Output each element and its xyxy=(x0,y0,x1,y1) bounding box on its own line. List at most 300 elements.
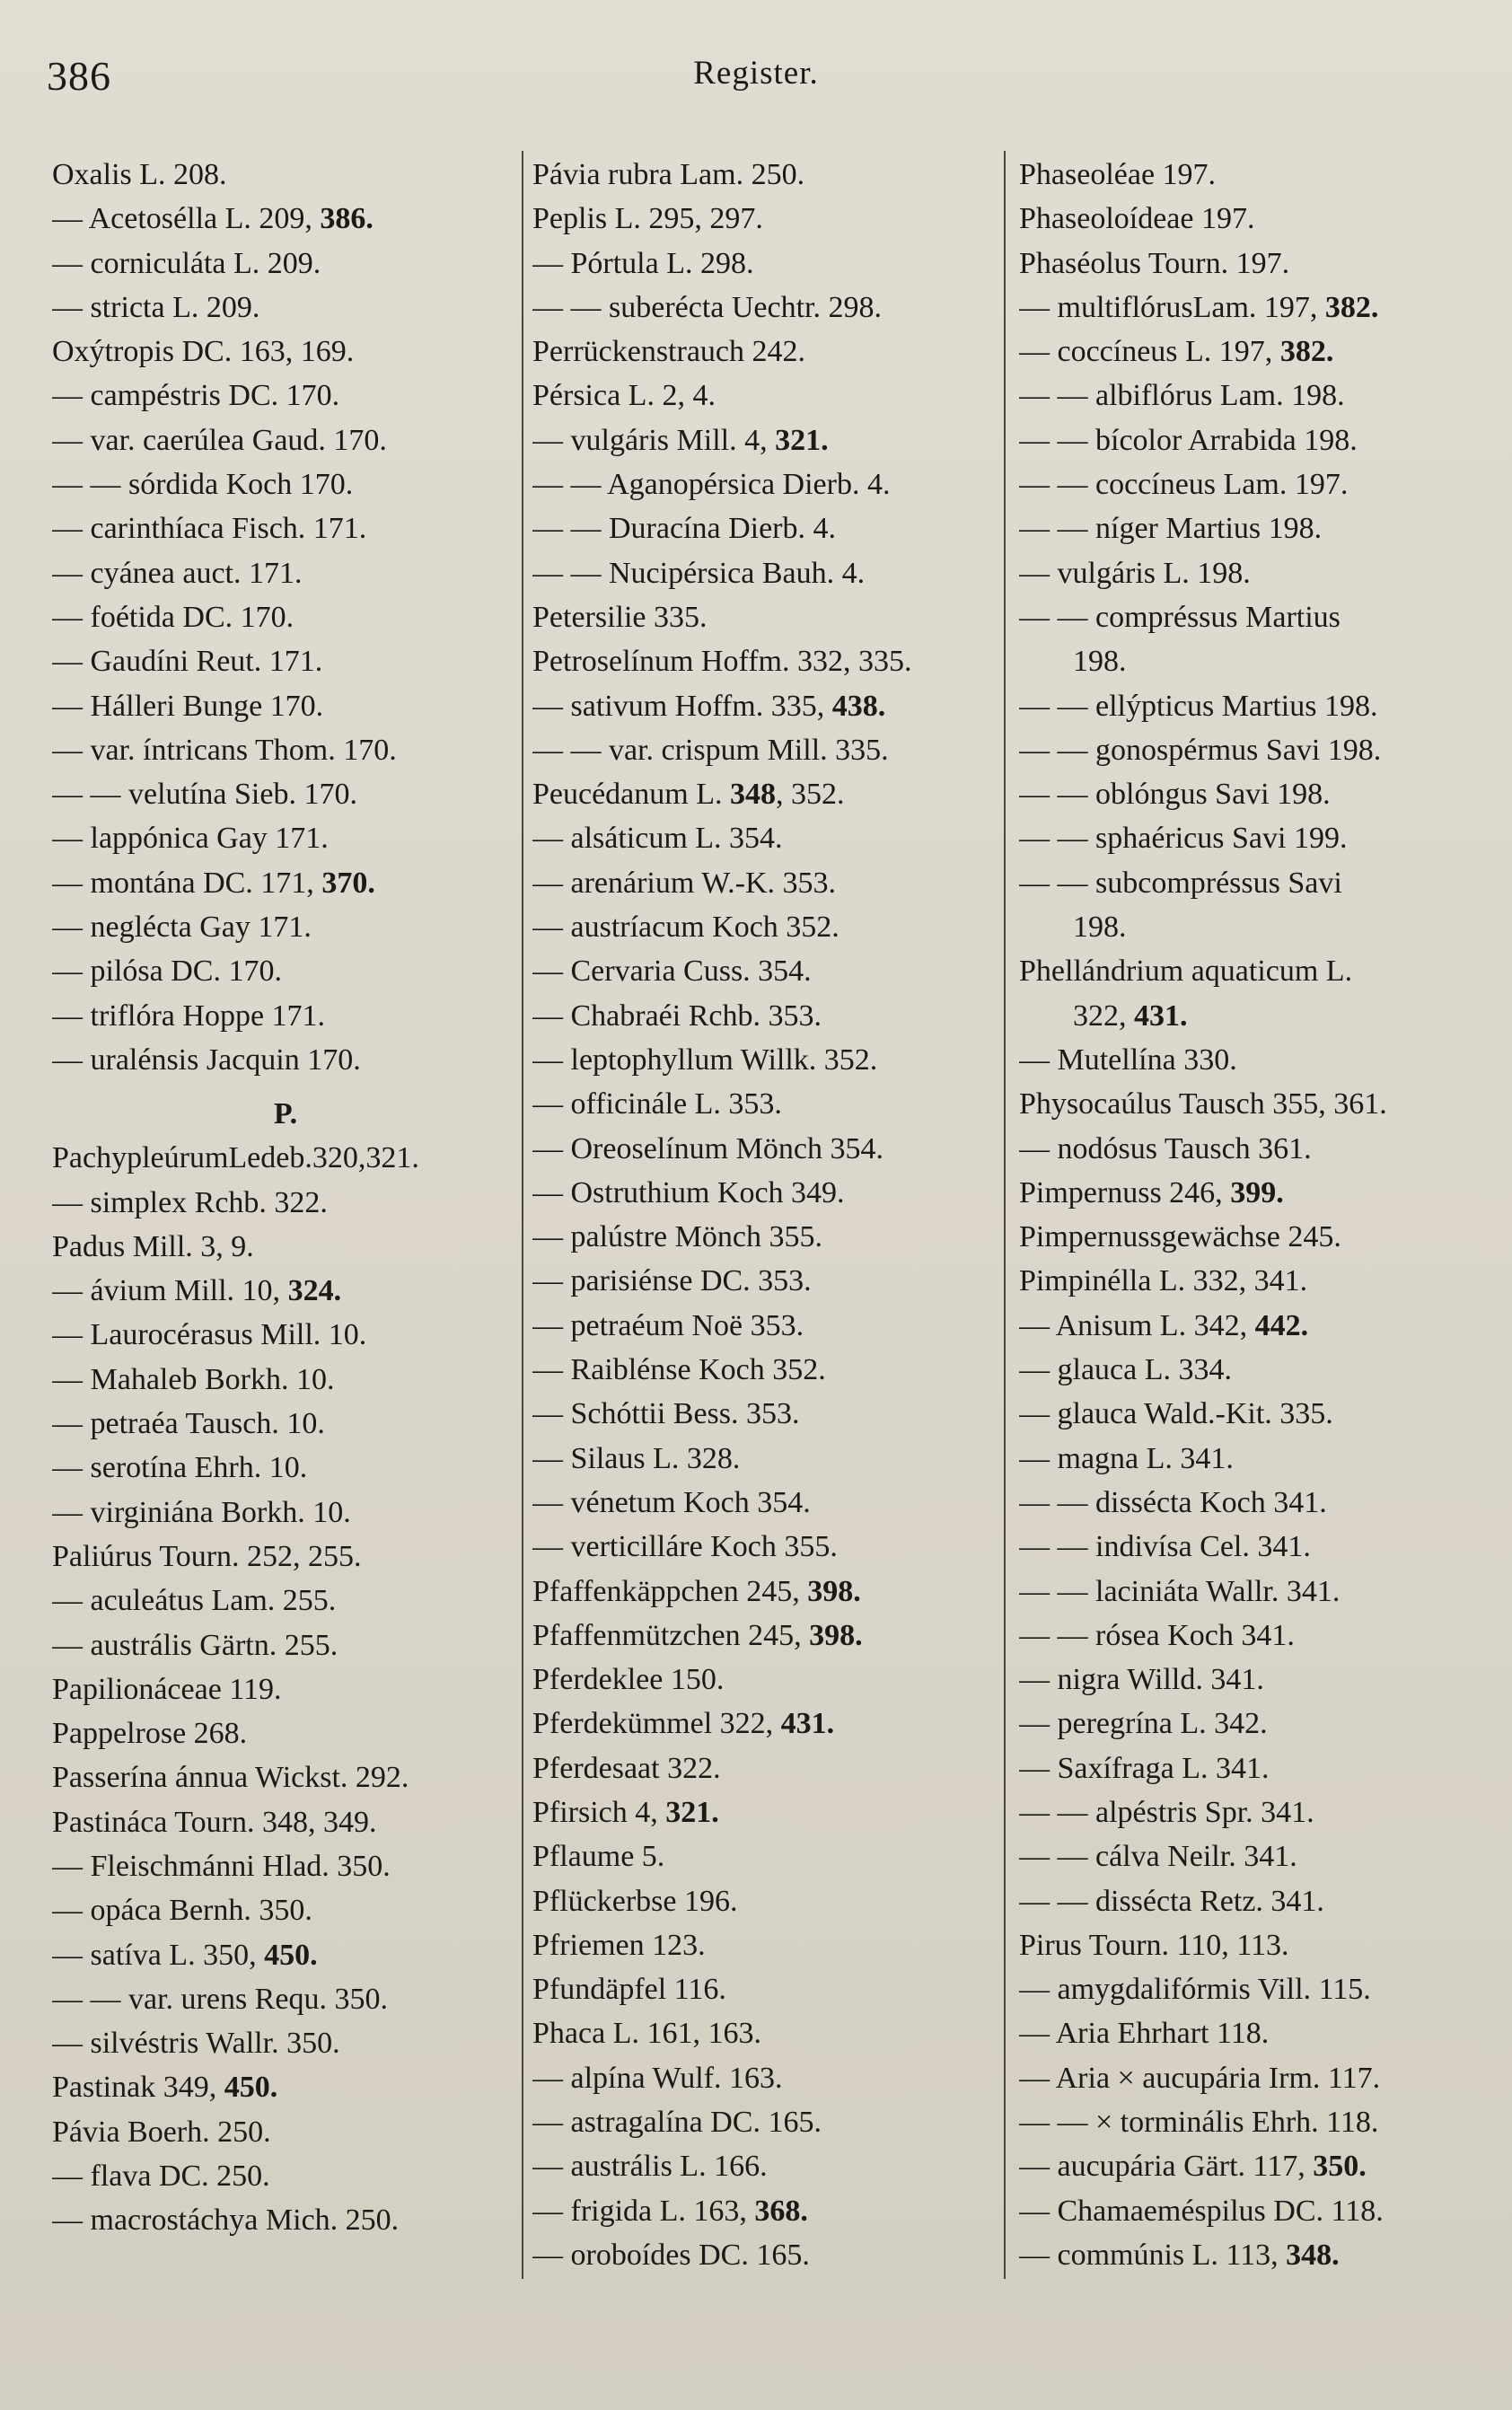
entry-text: — leptophyllum Willk. 352. xyxy=(532,1042,878,1077)
bold-page-ref: 348. xyxy=(1286,2238,1340,2272)
entry-text: — commúnis L. 113, xyxy=(1019,2238,1287,2272)
entry-text: — corniculáta L. 209. xyxy=(52,246,321,280)
entry-text: Pávia Boerh. 250. xyxy=(52,2115,271,2149)
entry-text: — peregrína L. 342. xyxy=(1019,1707,1268,1741)
bold-page-ref: 321. xyxy=(775,423,829,457)
bold-page-ref: 450. xyxy=(264,1938,318,1972)
index-entry xyxy=(532,1525,999,1569)
index-entry xyxy=(1019,462,1495,506)
index-entry xyxy=(1019,1879,1495,1923)
index-entry xyxy=(52,1933,519,1977)
index-entry xyxy=(532,2189,999,2233)
entry-text: — montána DC. 171, xyxy=(52,866,322,900)
index-entry xyxy=(52,1888,519,1932)
index-entry xyxy=(532,1790,999,1834)
entry-text: — magna L. 341. xyxy=(1019,1441,1234,1475)
entry-text: Pfundäpfel 116. xyxy=(532,1973,726,2007)
index-entry xyxy=(1019,1215,1495,1259)
index-entry xyxy=(532,242,999,286)
index-entry xyxy=(52,462,519,506)
entry-text: 322, xyxy=(1073,998,1134,1033)
entry-text: — lappónica Gay 171. xyxy=(52,822,329,856)
entry-text: — — suberécta Uechtr. 298. xyxy=(532,290,882,324)
index-entry xyxy=(52,949,519,993)
index-entry xyxy=(532,374,999,418)
entry-text: — coccíneus L. 197, xyxy=(1019,335,1280,369)
index-entry xyxy=(52,1711,519,1755)
index-entry xyxy=(532,1038,999,1082)
index-entry xyxy=(532,197,999,241)
index-entry xyxy=(1019,1834,1495,1878)
bold-page-ref: 324. xyxy=(287,1274,342,1308)
entry-text: — — dissécta Retz. 341. xyxy=(1019,1884,1324,1918)
entry-text: — sativum Hoffm. 335, xyxy=(532,689,832,723)
index-entry xyxy=(52,1844,519,1888)
entry-text: Oxýtropis DC. 163, 169. xyxy=(52,335,355,369)
entry-text: Phaseoléae 197. xyxy=(1019,158,1217,191)
index-entry xyxy=(532,684,999,728)
bold-page-ref: 442. xyxy=(1254,1308,1309,1342)
entry-text: — Raiblénse Koch 352. xyxy=(532,1353,826,1387)
entry-text: — pilósa DC. 170. xyxy=(52,954,282,989)
index-entry xyxy=(532,1570,999,1614)
bold-page-ref: 368. xyxy=(754,2194,808,2228)
entry-text: Passerína ánnua Wickst. 292. xyxy=(52,1761,409,1795)
index-entry xyxy=(52,551,519,595)
entry-text: — triflóra Hoppe 171. xyxy=(52,998,326,1033)
entry-text: — neglécta Gay 171. xyxy=(52,910,312,945)
index-entry xyxy=(52,1535,519,1579)
entry-text: — — oblóngus Savi 198. xyxy=(1019,778,1331,812)
index-entry xyxy=(1019,1392,1495,1436)
bold-page-ref: 431. xyxy=(780,1707,835,1741)
index-entry xyxy=(1019,994,1495,1038)
index-entry xyxy=(532,462,999,506)
entry-text: Pflückerbse 196. xyxy=(532,1884,738,1918)
entry-text: — nigra Willd. 341. xyxy=(1019,1663,1264,1697)
entry-text: Pfaffenmützchen 245, xyxy=(532,1618,810,1652)
entry-text: — Mahaleb Borkh. 10. xyxy=(52,1362,335,1396)
entry-text: — — velutína Sieb. 170. xyxy=(52,778,357,812)
bold-page-ref: 398. xyxy=(807,1574,861,1608)
index-entry xyxy=(532,994,999,1038)
entry-text: Perrückenstrauch 242. xyxy=(532,335,806,369)
entry-text: Papilionáceae 119. xyxy=(52,1672,282,1706)
entry-text: — — Nucipérsica Bauh. 4. xyxy=(532,556,866,590)
index-entry xyxy=(532,506,999,550)
index-column-right xyxy=(1019,153,1495,2290)
index-entry xyxy=(52,728,519,772)
column-divider-right xyxy=(1004,151,1006,2279)
entry-text: — opáca Bernh. 350. xyxy=(52,1894,312,1928)
index-entry xyxy=(52,772,519,816)
index-entry xyxy=(1019,2100,1495,2144)
entry-text: 198. xyxy=(1073,645,1127,679)
index-entry xyxy=(532,595,999,639)
index-entry xyxy=(532,330,999,374)
entry-text: — Fleischmánni Hlad. 350. xyxy=(52,1849,391,1883)
entry-text: — — bícolor Arrabida 198. xyxy=(1019,423,1358,457)
index-entry xyxy=(1019,1171,1495,1215)
entry-text: Phaséolus Tourn. 197. xyxy=(1019,246,1290,280)
entry-text: Petersilie 335. xyxy=(532,600,708,634)
index-entry xyxy=(532,861,999,905)
entry-text: Pimpernussgewächse 245. xyxy=(1019,1220,1341,1254)
index-entry xyxy=(52,242,519,286)
index-entry xyxy=(1019,2144,1495,2188)
entry-text: — ávium Mill. 10, xyxy=(52,1274,288,1308)
entry-text: — serotína Ehrh. 10. xyxy=(52,1451,308,1485)
index-entry xyxy=(1019,197,1495,241)
entry-text: — silvéstris Wallr. 350. xyxy=(52,2027,340,2061)
entry-text: — Oreoselínum Mönch 354. xyxy=(532,1131,883,1165)
entry-text: PachypleúrumLedeb.320,321. xyxy=(52,1141,419,1175)
index-entry xyxy=(532,816,999,860)
entry-text: Pfriemen 123. xyxy=(532,1928,706,1962)
bold-page-ref: 431. xyxy=(1134,998,1188,1033)
index-entry xyxy=(1019,1967,1495,2011)
entry-text: Physocaúlus Tausch 355, 361. xyxy=(1019,1087,1387,1121)
entry-text: — — alpéstris Spr. 341. xyxy=(1019,1795,1314,1829)
index-entry xyxy=(1019,1437,1495,1481)
index-entry xyxy=(1019,816,1495,860)
index-entry xyxy=(52,2021,519,2065)
entry-text: — — coccíneus Lam. 197. xyxy=(1019,468,1349,502)
index-entry xyxy=(1019,1304,1495,1348)
entry-text: — verticilláre Koch 355. xyxy=(532,1530,838,1564)
bold-page-ref: 450. xyxy=(224,2071,278,2105)
entry-text: Padus Mill. 3, 9. xyxy=(52,1229,254,1263)
entry-text: — aucupária Gärt. 117, xyxy=(1019,2150,1314,2184)
bold-page-ref: 398. xyxy=(809,1618,863,1652)
entry-text: — austrális Gärtn. 255. xyxy=(52,1628,338,1662)
index-entry xyxy=(1019,728,1495,772)
entry-text: Pimpernuss 246, xyxy=(1019,1175,1231,1209)
index-entry xyxy=(532,2233,999,2277)
index-entry xyxy=(52,1446,519,1490)
entry-text: Peplis L. 295, 297. xyxy=(532,202,763,236)
index-column-left xyxy=(52,153,519,2290)
entry-text: — foétida DC. 170. xyxy=(52,600,294,634)
entry-text: — Aria Ehrhart 118. xyxy=(1019,2017,1270,2051)
index-entry xyxy=(1019,506,1495,550)
index-entry xyxy=(532,772,999,816)
entry-text: — Chabraéi Rchb. 353. xyxy=(532,998,822,1033)
index-entry xyxy=(52,861,519,905)
entry-text: — carinthíaca Fisch. 171. xyxy=(52,512,367,546)
entry-text: — petraéum Noë 353. xyxy=(532,1308,804,1342)
bold-page-ref: 382. xyxy=(1279,335,1334,369)
entry-text: — Hálleri Bunge 170. xyxy=(52,689,324,723)
index-entry xyxy=(1019,1259,1495,1303)
entry-text: — flava DC. 250. xyxy=(52,2159,270,2194)
entry-text-tail: , 352. xyxy=(776,778,845,812)
index-entry xyxy=(532,1259,999,1303)
index-entry xyxy=(532,1481,999,1525)
entry-text: — oroboídes DC. 165. xyxy=(532,2238,810,2272)
index-entry xyxy=(1019,1570,1495,1614)
entry-text: — — dissécta Koch 341. xyxy=(1019,1485,1327,1519)
entry-text: Oxalis L. 208. xyxy=(52,158,227,191)
index-entry xyxy=(1019,905,1495,949)
index-entry xyxy=(532,551,999,595)
entry-text: — virginiána Borkh. 10. xyxy=(52,1495,351,1529)
entry-text: — — sphaéricus Savi 199. xyxy=(1019,822,1348,856)
entry-text: — stricta L. 209. xyxy=(52,290,260,324)
entry-text: Pimpinélla L. 332, 341. xyxy=(1019,1264,1308,1298)
index-entry xyxy=(1019,595,1495,639)
index-entry xyxy=(52,2198,519,2242)
index-entry xyxy=(1019,2056,1495,2100)
entry-text: — — sórdida Koch 170. xyxy=(52,468,354,502)
entry-text: — vulgáris Mill. 4, xyxy=(532,423,776,457)
index-entry xyxy=(532,1967,999,2011)
entry-text: — satíva L. 350, xyxy=(52,1938,265,1972)
index-entry xyxy=(52,684,519,728)
running-head: Register. xyxy=(693,55,819,92)
index-entry xyxy=(532,1304,999,1348)
index-entry xyxy=(1019,1082,1495,1126)
entry-text: — — compréssus Martius xyxy=(1019,600,1341,634)
entry-text: Pávia rubra Lam. 250. xyxy=(532,158,805,191)
index-entry xyxy=(1019,1790,1495,1834)
index-entry xyxy=(532,1215,999,1259)
index-entry xyxy=(52,994,519,1038)
entry-text: — alpína Wulf. 163. xyxy=(532,2061,783,2095)
index-entry xyxy=(1019,551,1495,595)
entry-text: — cyánea auct. 171. xyxy=(52,556,303,590)
bold-page-ref: 382. xyxy=(1324,290,1379,324)
entry-text: — — × torminális Ehrh. 118. xyxy=(1019,2106,1379,2140)
index-entry xyxy=(532,1392,999,1436)
entry-text: Petroselínum Hoffm. 332, 335. xyxy=(532,645,912,679)
entry-text: — Acetosélla L. 209, xyxy=(52,202,321,236)
index-entry xyxy=(52,153,519,197)
index-entry xyxy=(52,1136,519,1180)
index-entry xyxy=(1019,418,1495,462)
index-entry xyxy=(532,2056,999,2100)
entry-text: — — gonospérmus Savi 198. xyxy=(1019,733,1382,767)
entry-text: — — rósea Koch 341. xyxy=(1019,1618,1295,1652)
entry-text: — — var. crispum Mill. 335. xyxy=(532,733,889,767)
entry-text: — arenárium W.-K. 353. xyxy=(532,866,837,900)
index-entry xyxy=(1019,1614,1495,1658)
entry-text: — vulgáris L. 198. xyxy=(1019,556,1251,590)
bold-page-ref: 399. xyxy=(1230,1175,1284,1209)
entry-text: Phellándrium aquaticum L. xyxy=(1019,954,1353,989)
entry-text: — — Duracína Dierb. 4. xyxy=(532,512,837,546)
entry-text: — campéstris DC. 170. xyxy=(52,379,340,413)
index-entry xyxy=(52,1755,519,1799)
entry-text: — austrális L. 166. xyxy=(532,2150,768,2184)
index-entry xyxy=(52,1800,519,1844)
entry-text: Pirus Tourn. 110, 113. xyxy=(1019,1928,1289,1962)
entry-text: — — indivísa Cel. 341. xyxy=(1019,1530,1311,1564)
index-entry xyxy=(532,1127,999,1171)
entry-text: — Cervaria Cuss. 354. xyxy=(532,954,812,989)
entry-text: Pastinak 349, xyxy=(52,2071,224,2105)
index-entry xyxy=(52,1269,519,1313)
entry-text: — glauca Wald.-Kit. 335. xyxy=(1019,1397,1333,1431)
index-entry xyxy=(52,418,519,462)
index-entry xyxy=(52,595,519,639)
entry-text: — alsáticum L. 354. xyxy=(532,822,783,856)
entry-text: — aculeátus Lam. 255. xyxy=(52,1584,337,1618)
index-entry xyxy=(532,2100,999,2144)
index-entry xyxy=(1019,1923,1495,1967)
index-entry xyxy=(1019,639,1495,683)
index-entry xyxy=(532,286,999,330)
index-entry xyxy=(532,949,999,993)
bold-page-ref: 350. xyxy=(1313,2150,1367,2184)
index-entry xyxy=(532,1171,999,1215)
index-entry xyxy=(1019,242,1495,286)
entry-text: — var. íntricans Thom. 170. xyxy=(52,733,397,767)
index-entry xyxy=(52,1358,519,1402)
index-entry xyxy=(52,197,519,241)
index-entry xyxy=(1019,2233,1495,2277)
index-entry xyxy=(1019,1348,1495,1392)
entry-text: — Laurocérasus Mill. 10. xyxy=(52,1318,367,1352)
index-entry xyxy=(532,418,999,462)
index-entry xyxy=(52,905,519,949)
index-entry xyxy=(52,1313,519,1357)
entry-text: — frigida L. 163, xyxy=(532,2194,755,2228)
bold-page-ref: 438. xyxy=(831,689,886,723)
index-entry xyxy=(1019,772,1495,816)
index-entry xyxy=(52,816,519,860)
entry-text: — Silaus L. 328. xyxy=(532,1441,741,1475)
entry-text: — palústre Mönch 355. xyxy=(532,1220,822,1254)
index-entry xyxy=(52,330,519,374)
entry-text: — Gaudíni Reut. 171. xyxy=(52,645,323,679)
index-entry xyxy=(52,1491,519,1535)
entry-text: — simplex Rchb. 322. xyxy=(52,1185,328,1219)
entry-text: Pferdeklee 150. xyxy=(532,1663,725,1697)
index-entry xyxy=(52,1977,519,2021)
index-entry xyxy=(52,1579,519,1623)
entry-text: — Ostruthium Koch 349. xyxy=(532,1175,845,1209)
entry-text: — Pórtula L. 298. xyxy=(532,246,754,280)
index-entry xyxy=(532,153,999,197)
entry-text: — amygdalifórmis Vill. 115. xyxy=(1019,1973,1371,2007)
bold-page-ref: 386. xyxy=(320,202,374,236)
index-entry xyxy=(1019,2011,1495,2055)
index-entry xyxy=(1019,684,1495,728)
index-entry xyxy=(532,1437,999,1481)
entry-text: Pflaume 5. xyxy=(532,1840,665,1874)
index-entry xyxy=(532,1658,999,1702)
entry-text: Pfirsich 4, xyxy=(532,1795,666,1829)
index-entry xyxy=(52,1181,519,1225)
entry-text: — astragalína DC. 165. xyxy=(532,2106,822,2140)
entry-text: — Mutellína 330. xyxy=(1019,1042,1237,1077)
index-entry xyxy=(532,1834,999,1878)
entry-text: — Schóttii Bess. 353. xyxy=(532,1397,800,1431)
index-entry xyxy=(52,1402,519,1446)
entry-text: — macrostáchya Mich. 250. xyxy=(52,2203,400,2238)
entry-text: — uralénsis Jacquin 170. xyxy=(52,1042,361,1077)
entry-text: — — laciniáta Wallr. 341. xyxy=(1019,1574,1341,1608)
index-entry xyxy=(532,1879,999,1923)
index-entry xyxy=(1019,2189,1495,2233)
index-entry xyxy=(532,1702,999,1746)
entry-text: — — ellýpticus Martius 198. xyxy=(1019,689,1378,723)
index-entry xyxy=(532,905,999,949)
index-entry xyxy=(1019,153,1495,197)
index-entry xyxy=(532,1082,999,1126)
bold-page-ref: 348 xyxy=(730,778,776,812)
index-entry xyxy=(532,2144,999,2188)
entry-text: — Anisum L. 342, xyxy=(1019,1308,1255,1342)
index-entry xyxy=(52,2110,519,2154)
entry-text: — — níger Martius 198. xyxy=(1019,512,1323,546)
entry-text: — var. caerúlea Gaud. 170. xyxy=(52,423,387,457)
entry-text: Phaseoloídeae 197. xyxy=(1019,202,1255,236)
entry-text: Pferdekümmel 322, xyxy=(532,1707,781,1741)
index-entry xyxy=(52,2065,519,2109)
entry-text: 198. xyxy=(1073,910,1127,945)
index-entry xyxy=(1019,861,1495,905)
index-entry xyxy=(1019,1525,1495,1569)
index-entry xyxy=(52,1225,519,1269)
index-entry xyxy=(52,1038,519,1082)
entry-text: — vénetum Koch 354. xyxy=(532,1485,811,1519)
entry-text: — parisiénse DC. 353. xyxy=(532,1264,812,1298)
index-entry xyxy=(1019,1127,1495,1171)
index-entry xyxy=(52,506,519,550)
entry-text: — — var. urens Requ. 350. xyxy=(52,1982,388,2016)
index-entry xyxy=(52,639,519,683)
entry-text: — austríacum Koch 352. xyxy=(532,910,840,945)
entry-text: Pappelrose 268. xyxy=(52,1717,248,1751)
index-column-middle xyxy=(532,153,999,2290)
entry-text: Pastináca Tourn. 348, 349. xyxy=(52,1805,377,1839)
entry-text: — Saxífraga L. 341. xyxy=(1019,1751,1270,1785)
entry-text: Paliúrus Tourn. 252, 255. xyxy=(52,1539,362,1573)
entry-text: — glauca L. 334. xyxy=(1019,1353,1232,1387)
entry-text: — — subcompréssus Savi xyxy=(1019,866,1342,900)
index-entry xyxy=(52,374,519,418)
entry-text: — petraéa Tausch. 10. xyxy=(52,1407,325,1441)
index-entry xyxy=(1019,286,1495,330)
index-entry xyxy=(532,1746,999,1790)
entry-text: Peucédanum L. xyxy=(532,778,730,812)
bold-page-ref: 370. xyxy=(321,866,375,900)
index-entry xyxy=(52,286,519,330)
entry-text: — officinále L. 353. xyxy=(532,1087,782,1121)
index-entry xyxy=(1019,1481,1495,1525)
index-entry xyxy=(532,1923,999,1967)
index-entry xyxy=(1019,330,1495,374)
index-entry xyxy=(1019,1746,1495,1790)
index-entry xyxy=(532,728,999,772)
entry-text: — — cálva Neilr. 341. xyxy=(1019,1840,1297,1874)
section-heading xyxy=(52,1082,519,1136)
entry-text: — — albiflórus Lam. 198. xyxy=(1019,379,1345,413)
page-number: 386 xyxy=(47,53,111,99)
entry-text: — Aria × aucupária Irm. 117. xyxy=(1019,2061,1381,2095)
entry-text: Pferdesaat 322. xyxy=(532,1751,721,1785)
index-entry xyxy=(532,1348,999,1392)
index-entry xyxy=(532,639,999,683)
entry-text: Phaca L. 161, 163. xyxy=(532,2017,761,2051)
entry-text: — — Aganopérsica Dierb. 4. xyxy=(532,468,891,502)
entry-text: — multiflórusLam. 197, xyxy=(1019,290,1325,324)
column-divider-left xyxy=(522,151,523,2279)
index-entry xyxy=(1019,1038,1495,1082)
index-entry xyxy=(1019,1702,1495,1746)
